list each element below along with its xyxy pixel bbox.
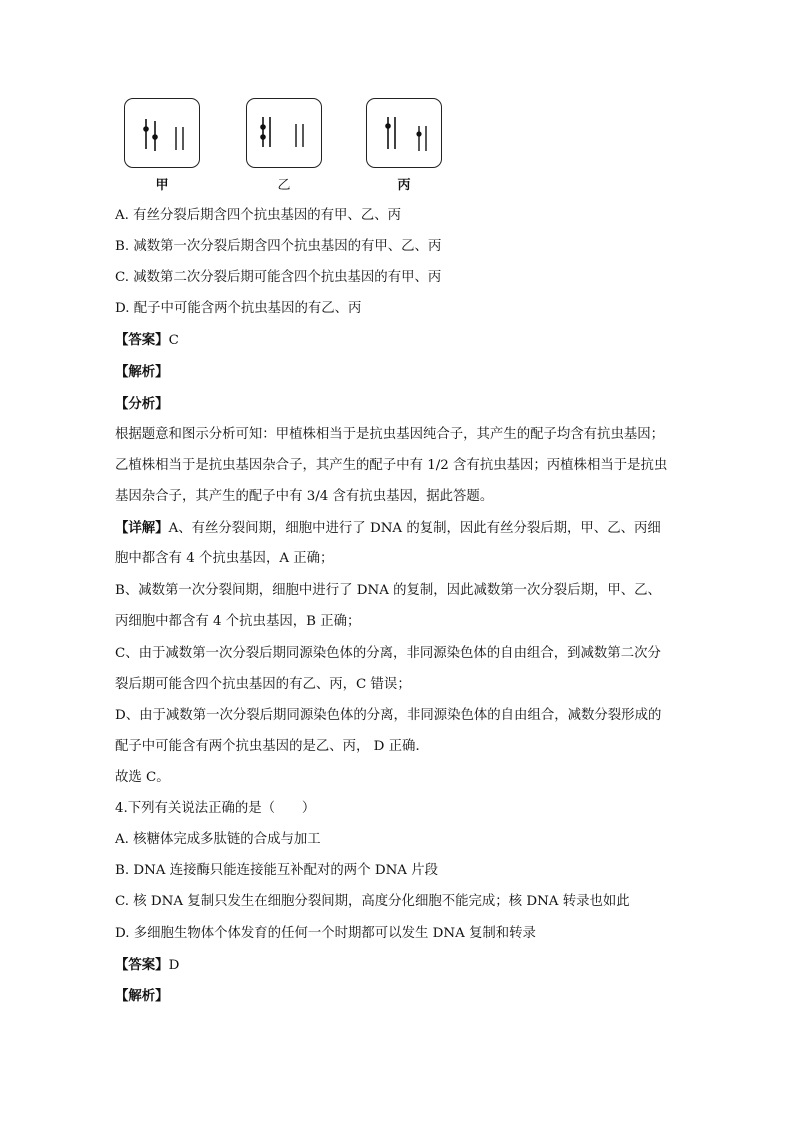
detail-tag: 【详解】 [115, 520, 169, 536]
q3-detail-line: C、由于减数第一次分裂后期同源染色体的分离，非同源染色体的自由组合，到减数第二次分 [115, 646, 661, 661]
q3-fenxi-line: 根据题意和图示分析可知：甲植株相当于是抗虫基因纯合子，其产生的配子均含有抗虫基因； [115, 427, 665, 442]
chromosome-diagram-bing [367, 99, 443, 169]
q3-option-b: B. 减数第一次分裂后期含四个抗虫基因的有甲、乙、丙 [115, 239, 442, 254]
answer-tag: 【答案】 [115, 332, 169, 348]
chromosome-figure [124, 98, 454, 198]
q4-option-d: D. 多细胞生物体个体发育的任何一个时期都可以发生 DNA 复制和转录 [115, 926, 536, 941]
q4-option-b: B. DNA 连接酶只能连接能互补配对的两个 DNA 片段 [115, 863, 439, 878]
chromosome-diagram-jia [125, 99, 201, 169]
q3-detail-line: 配子中可能含有两个抗虫基因的是乙、丙， D 正确． [115, 739, 429, 754]
q4-answer [115, 955, 179, 976]
q4-option-a: A. 核糖体完成多肽链的合成与加工 [115, 832, 321, 847]
q3-option-a: A. 有丝分裂后期含四个抗虫基因的有甲、乙、丙 [115, 208, 401, 223]
q3-detail-line: 故选 C。 [115, 770, 170, 785]
q3-detail-line: 裂后期可能含四个抗虫基因的有乙、丙，C 错误； [115, 677, 411, 692]
cell-label-yi: 乙 [277, 178, 291, 193]
answer-value: C [168, 333, 179, 348]
q3-option-c: C. 减数第二次分裂后期可能含四个抗虫基因的有甲、丙 [115, 270, 442, 285]
q3-detail-line: B、减数第一次分裂间期，细胞中进行了 DNA 的复制，因此减数第一次分裂后期，甲、乙、 [115, 583, 661, 598]
q3-option-d: D. 配子中可能含两个抗虫基因的有乙、丙 [115, 301, 362, 316]
answer-value: D [168, 958, 180, 973]
q4-option-c: C. 核 DNA 复制只发生在细胞分裂间期，高度分化细胞不能完成；核 DNA 转录也如此 [115, 894, 630, 909]
q3-detail-line [115, 518, 661, 539]
q3-detail-line: 胞中都含有 4 个抗虫基因，A 正确； [115, 551, 334, 566]
q3-detail-line: 丙细胞中都含有 4 个抗虫基因，B 正确； [115, 614, 361, 629]
q3-fenxi-line: 基因杂合子，其产生的配子中有 3/4 含有抗虫基因，据此答题。 [115, 489, 494, 504]
cell-jia [124, 98, 200, 168]
detail-text: A、有丝分裂间期，细胞中进行了 DNA 的复制，因此有丝分裂后期，甲、乙、丙细 [168, 521, 661, 536]
q4-stem: 4.下列有关说法正确的是（ ） [115, 801, 316, 816]
q3-fenxi-line: 乙植株相当于是抗虫基因杂合子，其产生的配子中有 1/2 含有抗虫基因；丙植株相当于是抗虫 [115, 458, 668, 473]
cell-label-bing: 丙 [397, 178, 411, 193]
q3-detail-line: D、由于减数第一次分裂后期同源染色体的分离，非同源染色体的自由组合，减数分裂形成的 [115, 708, 662, 723]
cell-bing [366, 98, 442, 168]
answer-tag: 【答案】 [115, 957, 169, 973]
chromosome-diagram-yi [247, 99, 323, 169]
q3-answer [115, 330, 179, 351]
q3-fenxi-tag: 【分析】 [115, 396, 169, 412]
cell-yi [246, 98, 322, 168]
cell-label-jia: 甲 [155, 178, 169, 193]
q3-analysis-tag: 【解析】 [115, 364, 169, 380]
q4-analysis-tag: 【解析】 [115, 988, 169, 1004]
